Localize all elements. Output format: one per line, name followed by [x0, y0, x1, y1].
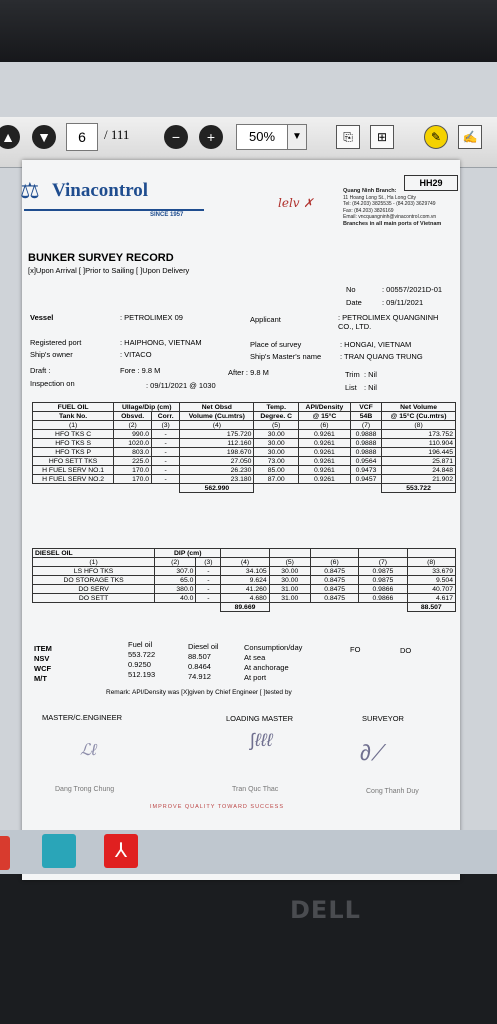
port-label: Registered port	[30, 338, 82, 347]
table-cell: 170.0	[114, 475, 152, 484]
table-cell: 30.00	[269, 576, 310, 585]
table-cell: (8)	[382, 421, 456, 430]
table-cell: 0.9564	[350, 457, 381, 466]
table-cell: 30.00	[254, 439, 299, 448]
table-header: DIESEL OIL	[33, 549, 155, 558]
table-cell: 31.00	[269, 594, 310, 603]
company-logo: Vinacontrol	[52, 180, 149, 201]
table-cell: 30.00	[254, 448, 299, 457]
table-cell: 225.0	[114, 457, 152, 466]
table-header: VCF	[350, 403, 381, 412]
fit-page-icon[interactable]: ⎘	[336, 125, 360, 149]
surveyor-name: Cong Thanh Duy	[366, 788, 419, 795]
table-cell: 380.0	[155, 585, 196, 594]
applicant-label: Applicant	[250, 315, 281, 324]
table-header: Corr.	[152, 412, 180, 421]
table-row	[33, 576, 456, 585]
diesel-total-row	[33, 603, 456, 612]
table-row	[33, 585, 456, 594]
table-row	[33, 594, 456, 603]
table-cell: 0.9866	[359, 585, 407, 594]
table-cell: 0.9261	[298, 430, 350, 439]
table-cell: 0.8475	[310, 567, 358, 576]
table-cell: 990.0	[114, 430, 152, 439]
draft-after: After : 9.8 M	[228, 368, 269, 377]
summary-labels: ITEM NSV WCF M/T	[34, 644, 52, 683]
table-header-row	[33, 403, 456, 412]
table-subheader-row	[33, 412, 456, 421]
table-cell: (4)	[180, 421, 254, 430]
table-row	[33, 466, 456, 475]
table-cell: -	[152, 457, 180, 466]
zoom-level-select[interactable]: 50%	[236, 124, 288, 150]
table-header: Net Volume	[382, 403, 456, 412]
table-cell	[407, 549, 455, 558]
table-cell: 0.9261	[298, 475, 350, 484]
table-cell: 40.707	[407, 585, 455, 594]
table-cell: 26.230	[180, 466, 254, 475]
no-value: : 00557/2021D-01	[382, 285, 443, 294]
inspection-value: : 09/11/2021 @ 1030	[146, 381, 216, 390]
table-cell: 23.180	[180, 475, 254, 484]
date-value: : 09/11/2021	[382, 298, 424, 307]
table-header: DIP (cm)	[155, 549, 221, 558]
table-row	[33, 439, 456, 448]
table-cell: 0.8475	[310, 594, 358, 603]
no-label: No	[346, 285, 356, 294]
zoom-out-button[interactable]: −	[164, 125, 188, 149]
table-cell: (1)	[33, 421, 114, 430]
fit-width-icon[interactable]: ⊞	[370, 125, 394, 149]
table-cell: (7)	[350, 421, 381, 430]
table-cell: 803.0	[114, 448, 152, 457]
table-row	[33, 457, 456, 466]
table-cell: (6)	[298, 421, 350, 430]
table-cell: 0.8475	[310, 585, 358, 594]
table-cell	[269, 603, 407, 612]
table-cell: 0.9875	[359, 567, 407, 576]
table-cell: 40.0	[155, 594, 196, 603]
table-cell: (8)	[407, 558, 455, 567]
table-header: Degree. C	[254, 412, 299, 421]
table-header: FUEL OIL	[33, 403, 114, 412]
sign-icon[interactable]: ✍	[458, 125, 482, 149]
fo-label: FO	[350, 645, 361, 654]
applicant-value: : PETROLIMEX QUANGNINH CO., LTD.	[338, 313, 439, 331]
table-cell: (5)	[254, 421, 299, 430]
table-cell: 175.720	[180, 430, 254, 439]
table-cell	[269, 549, 310, 558]
table-header: 54B	[350, 412, 381, 421]
table-cell	[310, 549, 358, 558]
table-cell: 196.445	[382, 448, 456, 457]
draft-label: Draft :	[30, 366, 51, 375]
surveyor-title: SURVEYOR	[362, 714, 404, 723]
table-cell: 110.904	[382, 439, 456, 448]
remark: Remark: API/Density was [X]given by Chief Engineer [ ]tested by	[106, 689, 292, 696]
table-cell: (7)	[359, 558, 407, 567]
trim-value: : Nil	[364, 370, 377, 379]
table-header: Tank No.	[33, 412, 114, 421]
fuel-summary: Fuel oil 553.722 0.9250 512.193	[128, 640, 156, 679]
table-cell: DO SERV	[33, 585, 155, 594]
reference-box: HH29	[404, 175, 458, 191]
table-cell: 24.848	[382, 466, 456, 475]
footer-slogan: IMPROVE QUALITY TOWARD SUCCESS	[150, 804, 285, 810]
do-label: DO	[400, 646, 412, 655]
initial-signature: lelv ✗	[278, 196, 314, 210]
document-subtitle: [x]Upon Arrival [ ]Prior to Sailing [ ]Upon Delivery	[28, 266, 190, 275]
table-cell: 73.00	[254, 457, 299, 466]
vinacontrol-logo-icon: ⚖	[20, 178, 40, 203]
table-cell: HFO TKS P	[33, 448, 114, 457]
diesel-total-net: 88.507	[407, 603, 455, 612]
table-cell: 0.9875	[359, 576, 407, 585]
column-index-row	[33, 558, 456, 567]
table-cell: H FUEL SERV NO.2	[33, 475, 114, 484]
table-header: Ullage/Dip (cm)	[114, 403, 180, 412]
list-value: : Nil	[364, 383, 377, 392]
table-cell	[221, 549, 269, 558]
table-cell: (2)	[155, 558, 196, 567]
table-cell: 0.8475	[310, 576, 358, 585]
table-cell: 112.160	[180, 439, 254, 448]
vessel-label: Vessel	[30, 313, 54, 322]
consumption-summary: Consumption/day At sea At anchorage At port	[244, 643, 303, 682]
page-total: / 111	[104, 127, 130, 142]
table-cell: HFO TKS C	[33, 430, 114, 439]
table-cell: (1)	[33, 558, 155, 567]
table-header: @ 15°C	[298, 412, 350, 421]
table-cell: -	[196, 567, 221, 576]
table-cell: 87.00	[254, 475, 299, 484]
table-cell: 30.00	[254, 430, 299, 439]
list-label: List	[345, 383, 357, 392]
table-cell: (4)	[221, 558, 269, 567]
table-cell: -	[196, 576, 221, 585]
zoom-in-button[interactable]: +	[199, 125, 223, 149]
table-cell: 65.0	[155, 576, 196, 585]
table-cell: -	[196, 585, 221, 594]
table-header: Volume (Cu.mtrs)	[180, 412, 254, 421]
table-cell: 0.9261	[298, 448, 350, 457]
table-cell: 34.105	[221, 567, 269, 576]
table-cell: 33.679	[407, 567, 455, 576]
table-cell: 173.752	[382, 430, 456, 439]
table-cell: DO STORAGE TKS	[33, 576, 155, 585]
fuel-total-row	[33, 484, 456, 493]
table-cell: -	[152, 439, 180, 448]
table-header: API/Density	[298, 403, 350, 412]
monitor-brand-logo: DELL	[290, 896, 361, 924]
table-cell: 0.9888	[350, 430, 381, 439]
chevron-down-icon[interactable]: ▼	[287, 124, 307, 150]
app-icon[interactable]	[0, 836, 10, 870]
page-number-input[interactable]: 6	[66, 123, 98, 151]
table-row	[33, 430, 456, 439]
windows-app-icon[interactable]	[42, 834, 76, 868]
table-cell: -	[152, 475, 180, 484]
table-row	[33, 567, 456, 576]
owner-value: : VITACO	[120, 350, 152, 359]
inspection-label: Inspection on	[30, 379, 75, 388]
table-cell: 27.050	[180, 457, 254, 466]
table-cell: 9.624	[221, 576, 269, 585]
surveyor-signature: ∂⟋	[360, 740, 387, 765]
port-value: : HAIPHONG, VIETNAM	[120, 338, 202, 347]
table-cell: -	[152, 466, 180, 475]
column-index-row	[33, 421, 456, 430]
table-cell: 198.670	[180, 448, 254, 457]
logo-underline	[24, 209, 204, 211]
table-cell: 0.9261	[298, 466, 350, 475]
fuel-total-obsd: 562.990	[180, 484, 254, 493]
table-cell: 25.871	[382, 457, 456, 466]
table-cell: LS HFO TKS	[33, 567, 155, 576]
branch-info: Quang Ninh Branch: 11 Hoang Long St., Ha Long City Tel: (84.203) 3825535 - (84.203) 3629749 Fax: (84.203) 3826169 Email: vncquangninh@vinacontrol.com.vn Branches in all main ports of Vietnam	[343, 188, 442, 227]
comment-icon[interactable]: ✎	[424, 125, 448, 149]
table-cell: 0.9888	[350, 448, 381, 457]
table-cell: (3)	[196, 558, 221, 567]
document-title: BUNKER SURVEY RECORD	[28, 252, 174, 264]
table-cell: 4.680	[221, 594, 269, 603]
engineer-name: Dang Trong Chung	[55, 786, 115, 793]
table-row	[33, 448, 456, 457]
table-cell: HFO TKS S	[33, 439, 114, 448]
table-cell: 170.0	[114, 466, 152, 475]
table-cell: DO SETT	[33, 594, 155, 603]
table-cell: 0.9473	[350, 466, 381, 475]
table-cell: 85.00	[254, 466, 299, 475]
pdf-reader-icon[interactable]: ⅄	[104, 834, 138, 868]
diesel-oil-table	[32, 548, 456, 612]
trim-label: Trim	[345, 370, 360, 379]
master-name: Tran Quc Thac	[232, 786, 279, 793]
fuel-total-net: 553.722	[382, 484, 456, 493]
place-label: Place of survey	[250, 340, 302, 349]
table-cell	[359, 549, 407, 558]
table-cell: -	[196, 594, 221, 603]
date-label: Date	[346, 298, 362, 307]
table-cell: 1020.0	[114, 439, 152, 448]
previous-page-button[interactable]: ▲	[0, 125, 20, 149]
table-cell: 0.9457	[350, 475, 381, 484]
table-cell: 41.260	[221, 585, 269, 594]
table-cell: 0.9261	[298, 457, 350, 466]
engineer-title: MASTER/C.ENGINEER	[42, 713, 123, 722]
table-cell	[33, 484, 180, 493]
table-cell: 0.9888	[350, 439, 381, 448]
table-cell: (2)	[114, 421, 152, 430]
vessel-value: : PETROLIMEX 09	[120, 313, 183, 322]
table-cell: 307.0	[155, 567, 196, 576]
table-cell: (5)	[269, 558, 310, 567]
master-label: Ship's Master's name	[250, 352, 322, 361]
table-cell: 31.00	[269, 585, 310, 594]
next-page-button[interactable]: ▼	[32, 125, 56, 149]
since-label: SINCE 1957	[150, 212, 184, 218]
table-header: Obsvd.	[114, 412, 152, 421]
diesel-summary: Diesel oil 88.507 0.8464 74.912	[188, 642, 219, 681]
table-cell: 21.902	[382, 475, 456, 484]
place-value: : HONGAI, VIETNAM	[340, 340, 412, 349]
owner-label: Ship's owner	[30, 350, 73, 359]
draft-fore: Fore : 9.8 M	[120, 366, 161, 375]
table-cell	[254, 484, 382, 493]
table-header: @ 15°C (Cu.mtrs)	[382, 412, 456, 421]
table-header: Net Obsd	[180, 403, 254, 412]
engineer-signature: ℒℓ	[80, 742, 97, 759]
table-cell: 30.00	[269, 567, 310, 576]
table-cell: 9.504	[407, 576, 455, 585]
table-cell: H FUEL SERV NO.1	[33, 466, 114, 475]
diesel-total-obsd: 89.669	[221, 603, 269, 612]
table-cell: (6)	[310, 558, 358, 567]
table-cell: 0.9261	[298, 439, 350, 448]
fuel-oil-table	[32, 402, 456, 493]
table-cell: -	[152, 448, 180, 457]
table-cell	[33, 603, 221, 612]
table-cell: 0.9866	[359, 594, 407, 603]
monitor-bezel-top	[0, 0, 497, 70]
table-cell: (3)	[152, 421, 180, 430]
table-cell: HFO SETT TKS	[33, 457, 114, 466]
loading-master-title: LOADING MASTER	[226, 714, 294, 723]
master-value: : TRAN QUANG TRUNG	[340, 352, 423, 361]
table-row	[33, 475, 456, 484]
table-cell: -	[152, 430, 180, 439]
master-signature: ∫ℓℓℓ	[250, 730, 273, 750]
table-header-row	[33, 549, 456, 558]
table-cell: 4.617	[407, 594, 455, 603]
table-header: Temp.	[254, 403, 299, 412]
